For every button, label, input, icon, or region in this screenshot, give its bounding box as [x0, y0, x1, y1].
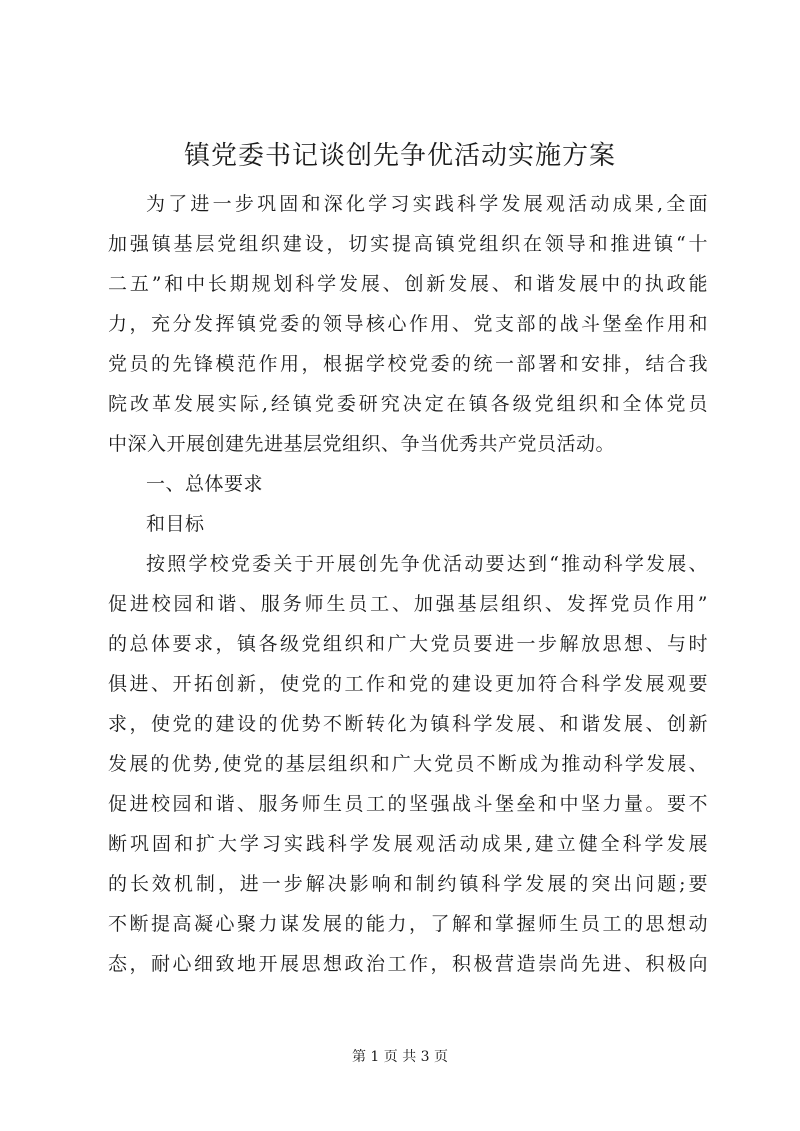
body-line: 态，耐心细致地开展思想政治工作，积极营造崇尚先进、积极向: [108, 953, 708, 975]
body-line: 求，使党的建设的优势不断转化为镇科学发展、和谐发展、创新: [108, 713, 708, 735]
body-line: 的总体要求，镇各级党组织和广大党员要进一步解放思想、与时: [108, 633, 708, 655]
body-line: 俱进、开拓创新，使党的工作和党的建设更加符合科学发展观要: [108, 673, 708, 695]
body-line: 力，充分发挥镇党委的领导核心作用、党支部的战斗堡垒作用和: [108, 313, 708, 335]
body-line: 促进校园和谐、服务师生员工的坚强战斗堡垒和中坚力量。要不: [108, 793, 708, 815]
body-line: 按照学校党委关于开展创先争优活动要达到“推动科学发展、: [146, 553, 708, 575]
body-line: 中深入开展创建先进基层党组织、争当优秀共产党员活动。: [108, 433, 616, 455]
body-line: 院改革发展实际,经镇党委研究决定在镇各级党组织和全体党员: [108, 393, 708, 415]
document-title: 镇党委书记谈创先争优活动实施方案: [183, 141, 616, 171]
body-line: 为了进一步巩固和深化学习实践科学发展观活动成果,全面: [146, 193, 708, 215]
body-line: 断巩固和扩大学习实践科学发展观活动成果,建立健全科学发展: [108, 833, 708, 855]
body-line: 的长效机制，进一步解决影响和制约镇科学发展的突出问题;要: [108, 873, 708, 895]
body-line: 发展的优势,使党的基层组织和广大党员不断成为推动科学发展、: [108, 753, 708, 775]
body-line: 二五”和中长期规划科学发展、创新发展、和谐发展中的执政能: [108, 273, 708, 295]
body-line: 党员的先锋模范作用，根据学校党委的统一部署和安排，结合我: [108, 353, 708, 375]
section-heading-continuation: 和目标: [146, 513, 205, 535]
body-line: 促进校园和谐、服务师生员工、加强基层组织、发挥党员作用”: [108, 593, 708, 615]
section-heading: 一、总体要求: [146, 473, 264, 495]
body-line: 不断提高凝心聚力谋发展的能力，了解和掌握师生员工的思想动: [108, 913, 708, 935]
page-number-footer: 第 1 页 共 3 页: [351, 1049, 449, 1065]
body-line: 加强镇基层党组织建设，切实提高镇党组织在领导和推进镇“十: [108, 233, 708, 255]
document-body: [108, 184, 708, 984]
